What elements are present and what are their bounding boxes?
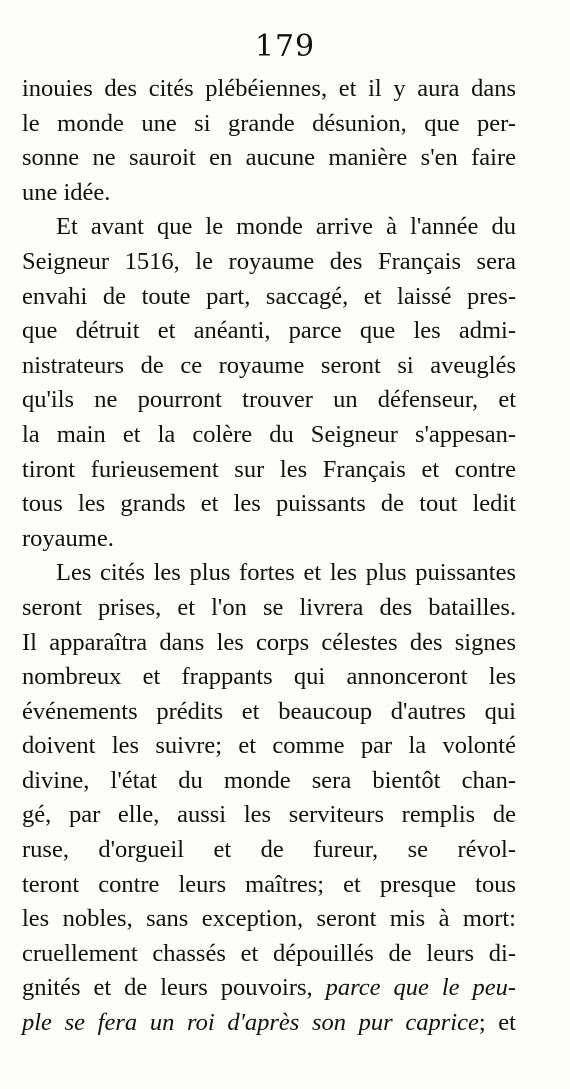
text-line-mixed bbox=[22, 971, 516, 1006]
text-line: Les cités les plus fortes et les plus puissantes bbox=[56, 559, 516, 587]
text-line: tiront furieusement sur les Français et contre bbox=[22, 455, 516, 483]
text-line: seront prises, et l'on se livrera des batailles. bbox=[22, 593, 516, 621]
italic-text: ple se fera un roi d'après son pur caprice bbox=[22, 1009, 479, 1037]
text-line: gé, par elle, aussi les serviteurs remplis de bbox=[22, 801, 516, 829]
text-line: divine, l'état du monde sera bientôt chan- bbox=[22, 766, 516, 794]
text-line: sonne ne sauroit en aucune manière s'en faire bbox=[22, 144, 516, 172]
text-line: nombreux et frappants qui annonceront les bbox=[22, 663, 516, 691]
roman-text: ; et bbox=[478, 1009, 516, 1037]
roman-text: gnités et de leurs pouvoirs, bbox=[22, 974, 326, 1002]
text-line: une idée. bbox=[22, 178, 111, 206]
text-line: doivent les suivre; et comme par la volonté bbox=[22, 732, 516, 760]
text-line: envahi de toute part, saccagé, et laissé pres- bbox=[22, 282, 516, 310]
text-line: le monde une si grande désunion, que per- bbox=[22, 109, 516, 137]
text-line: Et avant que le monde arrive à l'année du bbox=[56, 213, 516, 241]
text-line: tous les grands et les puissants de tout ledit bbox=[22, 490, 516, 518]
paragraph bbox=[22, 556, 516, 1040]
text-line: royaume. bbox=[22, 524, 114, 552]
italic-text: parce que le peu- bbox=[325, 974, 517, 1002]
page-text bbox=[22, 72, 516, 1041]
text-line: événements prédits et beaucoup d'autres qui bbox=[22, 697, 516, 725]
text-line: ruse, d'orgueil et de fureur, se révol- bbox=[22, 836, 516, 864]
text-line: la main et la colère du Seigneur s'appesan- bbox=[22, 420, 516, 448]
paragraph bbox=[22, 210, 516, 556]
page-number: 179 bbox=[254, 29, 316, 64]
text-line: inouies des cités plébéiennes, et il y aura dans bbox=[22, 75, 516, 102]
text-line: qu'ils ne pourront trouver un défenseur, et bbox=[22, 386, 516, 414]
text-line: les nobles, sans exception, seront mis à mort: bbox=[22, 905, 516, 933]
text-line: Il apparaîtra dans les corps célestes des signes bbox=[22, 628, 516, 656]
text-line: nistrateurs de ce royaume seront si aveuglés bbox=[22, 351, 516, 379]
paragraph bbox=[22, 72, 516, 210]
text-line: cruellement chassés et dépouillés de leurs di- bbox=[22, 939, 516, 967]
text-line: teront contre leurs maîtres; et presque tous bbox=[22, 870, 516, 898]
text-line-mixed bbox=[22, 1006, 516, 1041]
text-line: Seigneur 1516, le royaume des Français sera bbox=[22, 247, 516, 275]
text-line: que détruit et anéanti, parce que les admi- bbox=[22, 317, 516, 345]
